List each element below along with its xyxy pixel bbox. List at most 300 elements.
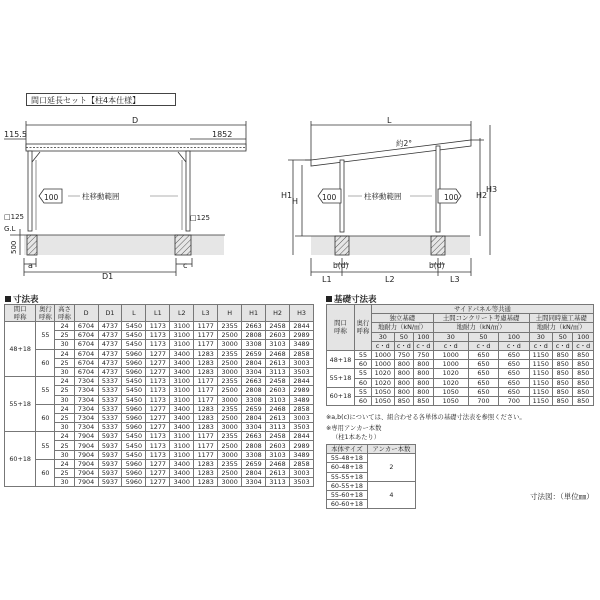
column-header: L2	[170, 305, 194, 322]
table-cell: 2989	[290, 331, 314, 340]
table-cell: 6704	[74, 331, 98, 340]
table-cell: 6704	[74, 358, 98, 367]
depth-500: 500	[10, 240, 18, 254]
table-cell: 650	[499, 369, 529, 378]
table-cell: 2603	[266, 441, 290, 450]
table-cell: 850	[553, 369, 573, 378]
dim-c: c	[183, 261, 188, 270]
table-cell: 3103	[266, 340, 290, 349]
table-cell: 1020	[433, 378, 468, 387]
table-cell: 5937	[98, 478, 122, 487]
table-cell: 6704	[74, 340, 98, 349]
front-view	[4, 121, 246, 276]
column-header: c・d	[371, 341, 394, 350]
table-cell: 5450	[122, 395, 146, 404]
table-cell: 2468	[266, 349, 290, 358]
table-cell: 3489	[290, 340, 314, 349]
column-header: 50	[553, 332, 573, 341]
table-cell: 2613	[266, 413, 290, 422]
width-cell: 60+18	[5, 432, 36, 487]
table-cell: 650	[468, 369, 498, 378]
table-cell: 2804	[242, 413, 266, 422]
table-cell: 3100	[170, 441, 194, 450]
column-header: 奥行 呼称	[36, 305, 55, 322]
column-header: L	[122, 305, 146, 322]
table-cell: 1277	[146, 358, 170, 367]
table-cell: 3100	[170, 340, 194, 349]
table-cell: 1150	[529, 396, 553, 405]
table-cell: 3400	[170, 404, 194, 413]
table-cell: 1283	[194, 423, 218, 432]
size-cell: 60-55+18	[327, 481, 368, 490]
table-cell: 1173	[146, 386, 170, 395]
table-row	[5, 322, 314, 331]
table-cell: 3000	[218, 478, 242, 487]
table-cell: 3489	[290, 450, 314, 459]
anchor-table	[326, 444, 416, 509]
column-header: H2	[266, 305, 290, 322]
depth-cell: 60	[354, 360, 371, 369]
table-cell: 850	[553, 378, 573, 387]
table-cell: 1283	[194, 478, 218, 487]
table-cell: 3100	[170, 331, 194, 340]
column-header: 間口 呼称	[5, 305, 36, 322]
table-cell: 1177	[194, 331, 218, 340]
table-cell: 2355	[218, 349, 242, 358]
table-cell: 850	[394, 396, 414, 405]
column-header: 30	[371, 332, 394, 341]
table-cell: 2468	[266, 459, 290, 468]
table-cell: 850	[553, 350, 573, 359]
table-cell: 1283	[194, 358, 218, 367]
table-cell: 5960	[122, 404, 146, 413]
table-cell: 1283	[194, 404, 218, 413]
table-cell: 5960	[122, 423, 146, 432]
table-cell: 2458	[266, 322, 290, 331]
table-cell: 5337	[98, 386, 122, 395]
anchor-note-1: ※専用アンカー本数	[326, 425, 382, 432]
size-cell: 55-60+18	[327, 490, 368, 499]
table-cell: 6704	[74, 367, 98, 376]
table-cell: 2808	[242, 386, 266, 395]
size-cell: 55-48+18	[327, 454, 368, 463]
table-cell: 7904	[74, 450, 98, 459]
table-cell: 1173	[146, 331, 170, 340]
table-cell: 5960	[122, 358, 146, 367]
column-header: D	[74, 305, 98, 322]
table-cell: 2355	[218, 322, 242, 331]
foundation-table	[326, 304, 594, 406]
table-cell: 6704	[74, 322, 98, 331]
table-cell: 4737	[98, 331, 122, 340]
arrow-100: 100	[44, 193, 59, 202]
table-row	[327, 387, 594, 396]
table-cell: 2663	[242, 432, 266, 441]
column-header: 奥行 呼称	[354, 305, 371, 351]
table-cell: 3100	[170, 322, 194, 331]
table-cell: 3400	[170, 358, 194, 367]
table-cell: 3100	[170, 450, 194, 459]
table-cell: 800	[414, 369, 434, 378]
table-cell: 2858	[290, 404, 314, 413]
table-cell: 30	[55, 478, 74, 487]
column-header: c・d	[529, 341, 553, 350]
column-header: 高さ 呼称	[55, 305, 74, 322]
table-cell: 1050	[371, 387, 394, 396]
dim-L: L	[387, 116, 392, 125]
table-cell: 850	[573, 387, 594, 396]
table-cell: 850	[573, 396, 594, 405]
table-cell: 850	[573, 350, 594, 359]
gl-label: G.L	[4, 225, 16, 233]
table-cell: 2804	[242, 469, 266, 478]
table-cell: 5937	[98, 441, 122, 450]
table-cell: 1173	[146, 322, 170, 331]
table-row	[327, 396, 594, 405]
foundation-note: ※a,b(c)については、組合わせる各単体の基礎寸法表を参照ください。	[326, 414, 526, 421]
table-cell: 2458	[266, 432, 290, 441]
table-cell: 1173	[146, 450, 170, 459]
column-header: 間口 呼称	[327, 305, 355, 351]
column-header: 地耐力（kN/㎡）	[529, 323, 593, 332]
table-cell: 7304	[74, 386, 98, 395]
table-cell: 30	[55, 340, 74, 349]
table-cell: 1150	[529, 369, 553, 378]
dim-left-offset: 115.5	[4, 130, 27, 139]
column-header: 50	[468, 332, 498, 341]
table-cell: 5450	[122, 450, 146, 459]
depth-cell: 60	[354, 378, 371, 387]
table-cell: 3113	[266, 423, 290, 432]
table-cell: 24	[55, 322, 74, 331]
table-cell: 650	[468, 387, 498, 396]
table-cell: 3400	[170, 469, 194, 478]
table-cell: 2355	[218, 459, 242, 468]
table-cell: 24	[55, 349, 74, 358]
table-cell: 650	[468, 350, 498, 359]
column-header: c・d	[553, 341, 573, 350]
column-header: 地耐力（kN/㎡）	[433, 323, 529, 332]
column-header: c・d	[499, 341, 529, 350]
table-cell: 3000	[218, 423, 242, 432]
dim-H3: H3	[486, 185, 498, 194]
table-row	[327, 350, 594, 359]
depth-cell: 55	[36, 377, 55, 405]
column-header: 50	[394, 332, 414, 341]
table-header-row	[327, 445, 416, 454]
column-header: 独立基礎	[371, 314, 433, 323]
table-cell: 1277	[146, 413, 170, 422]
table-cell: 2844	[290, 377, 314, 386]
width-cell: 55+18	[5, 377, 36, 432]
column-header: 本体サイズ	[327, 445, 368, 454]
table-cell: 5337	[98, 413, 122, 422]
table-cell: 3400	[170, 459, 194, 468]
table-cell: 800	[414, 378, 434, 387]
table-cell: 3503	[290, 478, 314, 487]
table-cell: 2458	[266, 377, 290, 386]
table-cell: 650	[499, 378, 529, 387]
depth-cell: 60	[354, 396, 371, 405]
column-header: 土間コンクリート考慮基礎	[433, 314, 529, 323]
column-header: アンカー本数	[367, 445, 415, 454]
dim-bd-right: b(d)	[429, 261, 445, 270]
table-cell: 850	[553, 387, 573, 396]
table-cell: 3400	[170, 349, 194, 358]
table-cell: 1177	[194, 432, 218, 441]
table-cell: 2808	[242, 331, 266, 340]
table-cell: 1173	[146, 395, 170, 404]
table-cell: 3003	[290, 358, 314, 367]
table-cell: 5937	[98, 459, 122, 468]
table-cell: 1277	[146, 404, 170, 413]
dim-D: D	[132, 116, 139, 125]
dim-a: a	[28, 261, 33, 270]
depth-cell: 55	[36, 432, 55, 460]
column-header: 土間同時施工基礎	[529, 314, 593, 323]
table-cell: 5337	[98, 423, 122, 432]
table-cell: 5960	[122, 413, 146, 422]
table-cell: 1020	[371, 378, 394, 387]
table-cell: 3308	[242, 450, 266, 459]
table-row	[5, 404, 314, 413]
table-cell: 800	[414, 387, 434, 396]
table-cell: 1150	[529, 378, 553, 387]
dim-L2: L2	[385, 275, 395, 284]
table-row	[327, 360, 594, 369]
dim-D1: D1	[102, 272, 114, 281]
column-header: c・d	[394, 341, 414, 350]
table-cell: 850	[573, 369, 594, 378]
column-header: L3	[194, 305, 218, 322]
table-cell: 5337	[98, 395, 122, 404]
table-cell: 5960	[122, 478, 146, 487]
table-cell: 7304	[74, 377, 98, 386]
table-cell: 700	[499, 396, 529, 405]
table-cell: 3400	[170, 478, 194, 487]
depth-cell: 55	[36, 322, 55, 350]
column-header: c・d	[414, 341, 434, 350]
table-cell: 2355	[218, 404, 242, 413]
table-cell: 2500	[218, 413, 242, 422]
table-cell: 2500	[218, 358, 242, 367]
depth-cell: 55	[354, 387, 371, 396]
table-cell: 1000	[371, 360, 394, 369]
dim-table-heading: 寸法表	[5, 293, 39, 305]
table-cell: 1050	[371, 396, 394, 405]
table-cell: 5337	[98, 404, 122, 413]
table-cell: 2808	[242, 441, 266, 450]
table-cell: 2355	[218, 432, 242, 441]
table-cell: 850	[553, 396, 573, 405]
column-header: c・d	[573, 341, 594, 350]
table-cell: 1050	[433, 387, 468, 396]
table-cell: 4737	[98, 322, 122, 331]
post-range-side: 柱移動範囲	[364, 192, 402, 201]
anchor-note-2: （柱1本あたり）	[332, 434, 381, 441]
table-cell: 3000	[218, 450, 242, 459]
table-cell: 5450	[122, 386, 146, 395]
table-cell: 2468	[266, 404, 290, 413]
table-cell: 24	[55, 377, 74, 386]
table-cell: 5960	[122, 469, 146, 478]
table-cell: 5450	[122, 441, 146, 450]
table-cell: 1177	[194, 441, 218, 450]
heading-square-icon	[326, 296, 332, 302]
depth-cell: 55	[354, 369, 371, 378]
table-cell: 800	[394, 360, 414, 369]
column-header: 100	[499, 332, 529, 341]
table-cell: 2989	[290, 441, 314, 450]
depth-cell: 55	[354, 350, 371, 359]
table-cell: 1150	[529, 387, 553, 396]
table-cell: 850	[553, 360, 573, 369]
table-cell: 3003	[290, 469, 314, 478]
table-cell: 2613	[266, 358, 290, 367]
table-cell: 2500	[218, 441, 242, 450]
table-cell: 1177	[194, 322, 218, 331]
table-cell: 850	[573, 360, 594, 369]
foundation-table-heading: 基礎寸法表	[326, 293, 377, 305]
table-cell: 1177	[194, 395, 218, 404]
table-cell: 1277	[146, 423, 170, 432]
anchor-count-cell: 4	[367, 481, 415, 509]
table-cell: 1283	[194, 469, 218, 478]
table-cell: 1277	[146, 367, 170, 376]
table-cell: 25	[55, 413, 74, 422]
table-cell: 5937	[98, 469, 122, 478]
table-cell: 5450	[122, 377, 146, 386]
table-cell: 30	[55, 423, 74, 432]
table-cell: 3100	[170, 432, 194, 441]
table-row	[5, 349, 314, 358]
width-cell: 55+18	[327, 369, 355, 387]
column-header: L1	[146, 305, 170, 322]
table-cell: 5450	[122, 322, 146, 331]
table-cell: 25	[55, 441, 74, 450]
table-cell: 3000	[218, 340, 242, 349]
depth-cell: 60	[36, 459, 55, 487]
table-cell: 2500	[218, 331, 242, 340]
table-cell: 5960	[122, 459, 146, 468]
table-cell: 25	[55, 331, 74, 340]
table-cell: 24	[55, 432, 74, 441]
arrow-100-right: 100	[444, 193, 459, 202]
table-cell: 1283	[194, 459, 218, 468]
table-cell: 5937	[98, 450, 122, 459]
width-cell: 48+18	[327, 350, 355, 368]
table-cell: 5937	[98, 432, 122, 441]
table-cell: 1000	[371, 350, 394, 359]
table-cell: 7304	[74, 404, 98, 413]
table-cell: 2989	[290, 386, 314, 395]
table-cell: 3400	[170, 423, 194, 432]
table-cell: 3100	[170, 386, 194, 395]
table-cell: 850	[573, 378, 594, 387]
column-header: 100	[573, 332, 594, 341]
column-header: H	[218, 305, 242, 322]
dim-right-offset: 1852	[212, 130, 233, 139]
table-cell: 1177	[194, 450, 218, 459]
table-cell: 25	[55, 386, 74, 395]
sq-left: □125	[4, 213, 24, 221]
table-cell: 2355	[218, 377, 242, 386]
column-header: サイドパネル等共通	[371, 305, 593, 314]
table-cell: 650	[499, 360, 529, 369]
dim-H1: H1	[281, 191, 293, 200]
column-header: H1	[242, 305, 266, 322]
width-cell: 48+18	[5, 322, 36, 377]
table-cell: 1173	[146, 377, 170, 386]
table-row	[5, 459, 314, 468]
table-cell: 4737	[98, 358, 122, 367]
table-cell: 3503	[290, 423, 314, 432]
depth-cell: 60	[36, 404, 55, 432]
table-cell: 2844	[290, 432, 314, 441]
table-cell: 2613	[266, 469, 290, 478]
table-cell: 650	[499, 350, 529, 359]
table-cell: 1283	[194, 367, 218, 376]
table-cell: 7904	[74, 432, 98, 441]
table-cell: 3400	[170, 413, 194, 422]
table-cell: 1020	[371, 369, 394, 378]
table-cell: 3503	[290, 367, 314, 376]
table-cell: 2663	[242, 377, 266, 386]
table-cell: 1050	[433, 396, 468, 405]
table-cell: 3304	[242, 478, 266, 487]
table-cell: 3103	[266, 395, 290, 404]
table-cell: 1020	[433, 369, 468, 378]
table-cell: 5450	[122, 331, 146, 340]
table-cell: 1150	[529, 350, 553, 359]
table-cell: 1173	[146, 432, 170, 441]
table-cell: 7304	[74, 413, 98, 422]
table-cell: 2659	[242, 404, 266, 413]
table-cell: 4737	[98, 367, 122, 376]
table-cell: 650	[468, 378, 498, 387]
table-cell: 2500	[218, 469, 242, 478]
table-cell: 2659	[242, 349, 266, 358]
table-cell: 4737	[98, 349, 122, 358]
table-cell: 3308	[242, 340, 266, 349]
table-cell: 2804	[242, 358, 266, 367]
table-cell: 1277	[146, 459, 170, 468]
anchor-count-cell: 2	[367, 454, 415, 482]
table-row	[327, 378, 594, 387]
unit-note: 寸法図：（単位㎜）	[530, 492, 594, 501]
table-row	[327, 454, 416, 463]
table-cell: 800	[394, 378, 414, 387]
column-header: 30	[529, 332, 553, 341]
post-range-label: 柱移動範囲	[82, 192, 120, 201]
table-cell: 1000	[433, 360, 468, 369]
table-cell: 3100	[170, 395, 194, 404]
roof-angle: 約2°	[396, 139, 413, 148]
dim-L1: L1	[322, 275, 332, 284]
table-cell: 2858	[290, 349, 314, 358]
column-header: D1	[98, 305, 122, 322]
table-cell: 800	[394, 387, 414, 396]
table-cell: 1173	[146, 340, 170, 349]
table-cell: 6704	[74, 349, 98, 358]
table-cell: 3113	[266, 367, 290, 376]
table-cell: 1177	[194, 340, 218, 349]
dim-H2: H2	[476, 191, 488, 200]
set-title: 間口延長セット【柱4本仕様】	[31, 96, 141, 105]
table-cell: 750	[414, 350, 434, 359]
table-header-row	[5, 305, 314, 322]
table-cell: 25	[55, 358, 74, 367]
